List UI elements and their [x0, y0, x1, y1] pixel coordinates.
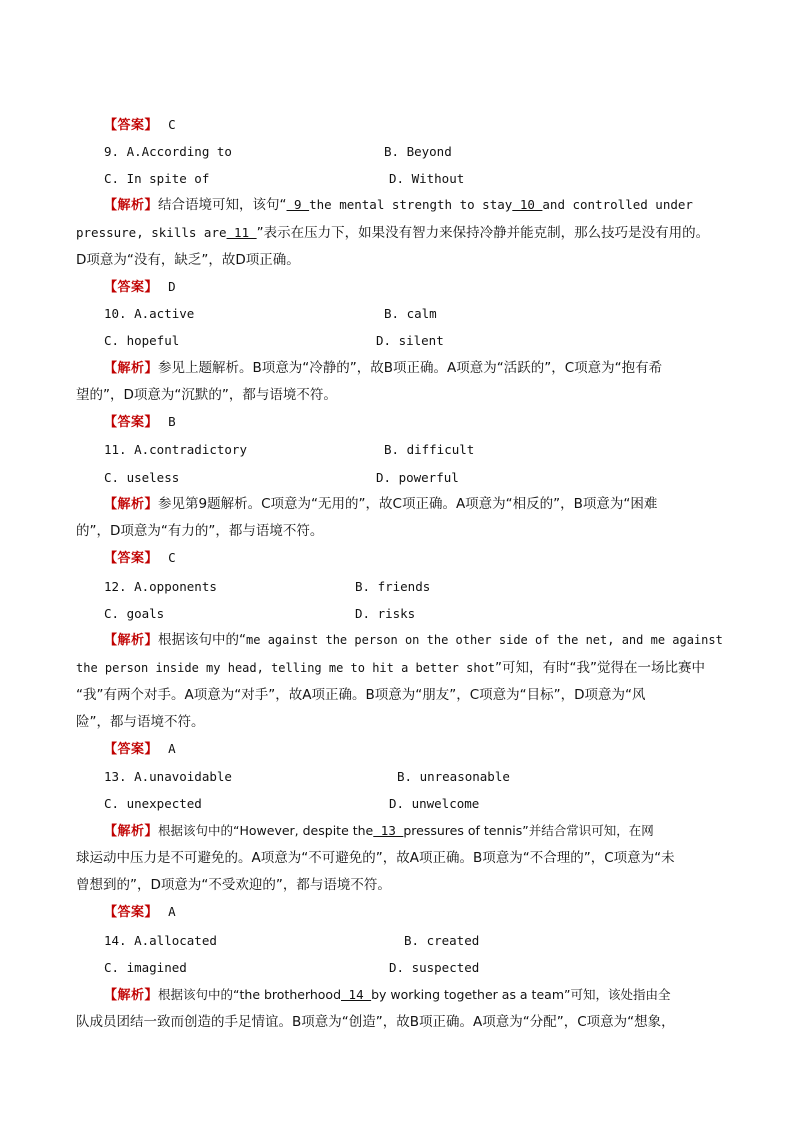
option-14c: C. imagined	[104, 960, 187, 975]
answer-label: 【答案】	[104, 905, 159, 920]
option-9c: C. In spite of	[104, 171, 210, 186]
analysis-11-line1	[104, 497, 657, 512]
analysis-9-line3: D项意为“没有，缺乏”，故D项正确。	[76, 252, 300, 268]
analysis-12-line3: “我”有两个对手。A项意为“对手”，故A项正确。B项意为“朋友”，C项意为“目标”，D项意为“风	[76, 687, 646, 703]
analysis-text: pressure, skills are	[76, 225, 227, 240]
answer-value: C	[168, 550, 176, 565]
option-11b: B. difficult	[384, 442, 475, 457]
analysis-text: 根据该句中的“	[158, 632, 247, 648]
analysis-text: me against the person on the other side of the net, and me against	[246, 633, 723, 647]
option-12b: B. friends	[355, 579, 431, 594]
analysis-12-line4: 险”，都与语境不符。	[76, 714, 205, 730]
option-14d: D. suspected	[389, 960, 480, 975]
option-9d: D. Without	[389, 171, 465, 186]
analysis-text: the person inside my head, telling me to hit a better shot	[76, 661, 496, 675]
analysis-13-line1	[104, 824, 654, 839]
answer-value: A	[168, 904, 176, 919]
analysis-14-line2: 队成员团结一致而创造的手足情谊。B项意为“创造”，故B项正确。A项意为“分配”，C项意为“想象，	[76, 1014, 675, 1030]
option-11a: 11. A.contradictory	[104, 442, 247, 457]
analysis-text: 参见上题解析。B项意为“冷静的”，故B项正确。A项意为“活跃的”，C项意为“抱有希	[158, 360, 663, 376]
analysis-text: by working together as a team”可知，该处指由全	[371, 987, 671, 1002]
answer-line-11	[104, 551, 176, 566]
option-13a: 13. A.unavoidable	[104, 769, 232, 784]
option-11c: C. useless	[104, 470, 180, 485]
analysis-10-line2: 望的”，D项意为“沉默的”，都与语境不符。	[76, 387, 337, 403]
blank-9: 9	[286, 197, 310, 212]
analysis-text: 根据该句中的“the brotherhood	[158, 987, 342, 1002]
answer-line-10	[104, 415, 176, 430]
answer-label: 【答案】	[104, 742, 159, 757]
analysis-13-line3: 曾想到的”，D项意为“不受欢迎的”，都与语境不符。	[76, 877, 391, 893]
option-10b: B. calm	[384, 306, 437, 321]
option-9b: B. Beyond	[384, 144, 452, 159]
answer-line-13	[104, 905, 176, 920]
analysis-text: ”表示在压力下，如果没有智力来保持冷静并能克制，那么技巧是没有用的。	[256, 225, 710, 241]
option-13b: B. unreasonable	[397, 769, 510, 784]
option-12a: 12. A.opponents	[104, 579, 217, 594]
analysis-10-line1	[104, 361, 662, 376]
analysis-text: 参见第9题解析。C项意为“无用的”，故C项正确。A项意为“相反的”，B项意为“困难	[158, 496, 658, 512]
analysis-12-line1	[104, 633, 723, 648]
option-14b: B. created	[404, 933, 480, 948]
analysis-11-line2: 的”，D项意为“有力的”，都与语境不符。	[76, 523, 324, 539]
analysis-label: 【解析】	[104, 633, 159, 648]
analysis-label: 【解析】	[104, 497, 159, 512]
answer-label: 【答案】	[104, 118, 159, 133]
option-13c: C. unexpected	[104, 796, 202, 811]
answer-line-8	[104, 118, 176, 133]
analysis-13-line2: 球运动中压力是不可避免的。A项意为“不可避免的”，故A项正确。B项意为“不合理的”，C项意为“未	[76, 850, 675, 866]
analysis-14-line1	[104, 988, 670, 1003]
option-11d: D. powerful	[376, 470, 459, 485]
answer-label: 【答案】	[104, 551, 159, 566]
blank-10: 10	[512, 197, 543, 212]
answer-line-9	[104, 280, 176, 295]
option-12c: C. goals	[104, 606, 165, 621]
analysis-text: ”可知，有时“我”觉得在一场比赛中	[495, 660, 706, 676]
analysis-9-line2	[76, 226, 709, 241]
option-9a: 9. A.According to	[104, 144, 232, 159]
analysis-12-line2	[76, 661, 705, 676]
blank-11: 11	[226, 225, 257, 240]
analysis-text: 根据该句中的“However, despite the	[158, 823, 374, 838]
answer-value: D	[168, 279, 176, 294]
answer-label: 【答案】	[104, 415, 159, 430]
option-12d: D. risks	[355, 606, 416, 621]
analysis-label: 【解析】	[104, 824, 159, 839]
answer-label: 【答案】	[104, 280, 159, 295]
option-10a: 10. A.active	[104, 306, 195, 321]
answer-value: A	[168, 741, 176, 756]
blank-13: 13	[373, 823, 404, 838]
analysis-label: 【解析】	[104, 988, 159, 1003]
analysis-text: the mental strength to stay	[309, 197, 513, 212]
analysis-text: 结合语境可知，该句“	[158, 197, 287, 213]
answer-value: B	[168, 414, 176, 429]
analysis-text: and controlled under	[542, 197, 693, 212]
blank-14: 14	[341, 987, 372, 1002]
option-14a: 14. A.allocated	[104, 933, 217, 948]
analysis-label: 【解析】	[104, 361, 159, 376]
option-10d: D. silent	[376, 333, 444, 348]
analysis-text: pressures of tennis”并结合常识可知，在网	[403, 823, 654, 838]
analysis-9-line1	[104, 198, 693, 213]
analysis-label: 【解析】	[104, 198, 159, 213]
answer-value: C	[168, 117, 176, 132]
option-10c: C. hopeful	[104, 333, 180, 348]
option-13d: D. unwelcome	[389, 796, 480, 811]
answer-line-12	[104, 742, 176, 757]
